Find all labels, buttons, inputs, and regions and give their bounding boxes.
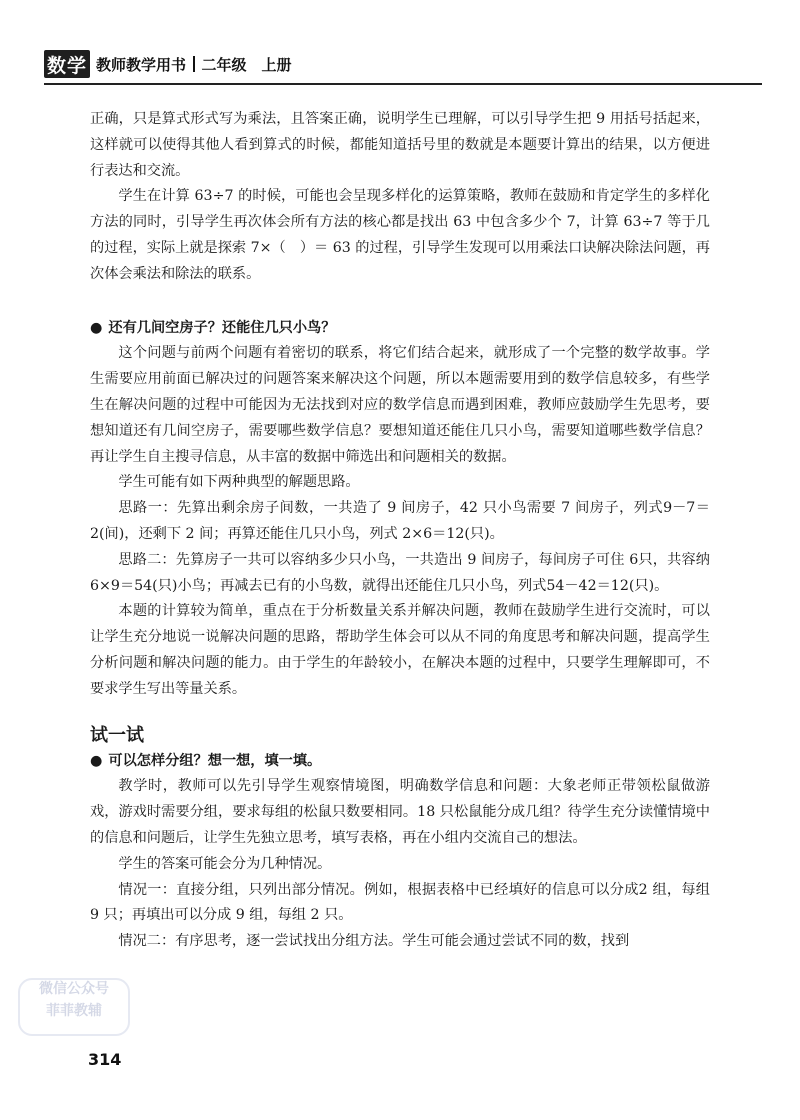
watermark-line: 菲菲教辅 <box>46 1003 102 1019</box>
grade-volume: 二年级 上册 <box>201 55 292 74</box>
section-title: 试一试 <box>90 724 144 746</box>
book-logo: 数学 <box>44 50 90 78</box>
question-heading <box>90 749 710 775</box>
running-header <box>44 50 292 78</box>
page-body <box>90 107 710 955</box>
paragraph: 思路一：先算出剩余房子间数，一共造了 9 间房子，42 只小鸟需要 7 间房子，列式9－7＝2(间)，还剩下 2 间；再算还能住几只小鸟，列式 2×6＝12(只)。 <box>90 500 710 542</box>
paragraph: 情况二：有序思考，逐一尝试找出分组方法。学生可能会通过尝试不同的数，找到 <box>118 933 630 950</box>
header-rule <box>44 83 762 85</box>
paragraph: 本题的计算较为简单，重点在于分析数量关系并解决问题，教师在鼓励学生进行交流时，可以让学生充分地说一说解决问题的思路，帮助学生体会可以从不同的角度思考和解决问题，提高学生分析问题和解决问题的能力。由于学生的年龄较小，在解决本题的过程中，只要学生理解即可，不要求学生写出等量关系。 <box>90 603 710 697</box>
watermark <box>18 978 130 1036</box>
paragraph: 情况一：直接分组，只列出部分情况。例如，根据表格中已经填好的信息可以分成2 组，每组 9 只；再填出可以分成 9 组，每组 2 只。 <box>90 881 710 924</box>
paragraph: 学生可能有如下两种典型的解题思路。 <box>118 474 360 491</box>
bullet-icon: ● <box>90 752 103 769</box>
paragraph: 思路二：先算房子一共可以容纳多少只小鸟，一共造出 9 间房子，每间房子可住 6只，共容纳 6×9＝54(只)小鸟；再减去已有的小鸟数，就得出还能住几只小鸟，列式54－42＝12(只)。 <box>90 551 710 594</box>
book-title: 教师教学用书 <box>96 55 187 74</box>
header-separator <box>193 56 195 72</box>
paragraph: 教学时，教师可以先引导学生观察情境图，明确数学信息和问题：大象老师正带领松鼠做游戏，游戏时需要分组，要求每组的松鼠只数要相同。18 只松鼠能分成几组？待学生充分读懂情境中的信息和问题后，让学生先独立思考，填写表格，再在小组内交流自己的想法。 <box>90 778 710 846</box>
paragraph: 学生的答案可能会分为几种情况。 <box>118 855 332 872</box>
question-heading-text: 还有几间空房子？还能住几只小鸟？ <box>108 319 336 336</box>
paragraph: 正确，只是算式形式写为乘法，且答案正确，说明学生已理解，可以引导学生把 9 用括号括起来，这样就可以使得其他人看到算式的时候，都能知道括号里的数就是本题要计算出的结果，以方便进行表达和交流。 <box>90 111 710 179</box>
paragraph: 这个问题与前两个问题有着密切的联系，将它们结合起来，就形成了一个完整的数学故事。学生需要应用前面已解决过的问题答案来解决这个问题，所以本题需要用到的数学信息较多，有些学生在解决问题的过程中可能因为无法找到对应的数学信息而遇到困难，教师应鼓励学生先思考，要想知道还有几间空房子，需要哪些数学信息？要想知道还能住几只小鸟，需要知道哪些数学信息？再让学生自主搜寻信息，从丰富的数据中筛选出和问题相关的数据。 <box>90 345 710 465</box>
bullet-icon: ● <box>90 319 103 336</box>
question-heading <box>90 316 710 342</box>
watermark-line: 微信公众号 <box>39 981 109 997</box>
paragraph: 学生在计算 63÷7 的时候，可能也会呈现多样化的运算策略，教师在鼓励和肯定学生的多样化方法的同时，引导学生再次体会所有方法的核心都是找出 63 中包含多少个 7，计算 63÷7 等于几的过程，实际上就是探索 7×（ ）＝ 63 的过程，引导学生发现可以用乘法口诀解决除法问题，再次体会乘法和除法的联系。 <box>90 188 710 282</box>
page-number: 314 <box>88 1050 122 1069</box>
question-heading-text: 可以怎样分组？想一想，填一填。 <box>108 752 322 769</box>
